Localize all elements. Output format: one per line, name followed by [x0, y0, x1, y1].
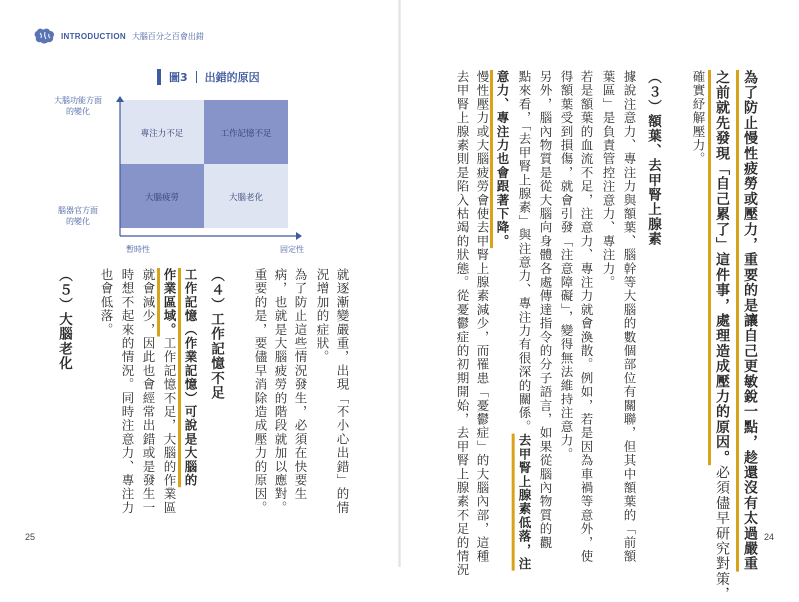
emphasis-text: 為了防止慢性疲勞或壓力，重要的是讓自己更敏銳一點，趁還沒有太過嚴重: [742, 70, 758, 572]
left-col-10: 也會低落。: [99, 268, 114, 337]
right-col-1: [739, 70, 761, 572]
left-col-7: [159, 268, 179, 515]
page-number-right: 24: [763, 532, 774, 542]
left-col-8: 就會減少，因此也會經常出錯或是發生一: [141, 268, 156, 515]
right-col-p2-1: 若是額葉的血流不足，注意力、專注力就會渙散。例如，若是因為車禍等意外，使: [579, 70, 594, 564]
figure-name: 出錯的原因: [204, 71, 260, 84]
left-col-9: 時想不起來的情況。同時注意力、專注力: [120, 268, 135, 515]
heading-4: （４）工作記憶不足: [208, 268, 224, 401]
emphasis-text: 之前就先發現「自己累了」這件事，處理造成壓力的原因。: [714, 70, 730, 466]
right-col-p4-1: 慢性壓力或大腦疲勞會使去甲腎上腺素減少，而罹患「憂鬱症」的大腦內部，這種: [475, 70, 490, 564]
right-col-p3-2: [514, 70, 534, 571]
y-axis-top-label: 大腦功能方面的變化: [54, 96, 102, 116]
right-col-2: [711, 70, 733, 602]
figure-number: 圖3: [169, 71, 188, 84]
left-col-5: 重要的是，要儘早消除造成壓力的原因。: [253, 268, 268, 515]
y-axis-arrow: [116, 96, 124, 102]
x-axis-left-label: 暫時性: [126, 245, 150, 254]
right-col-p1-1: 據說注意力、專注力與額葉、腦幹等大腦的數個部位有關聯，但其中額葉的「前額: [622, 70, 637, 564]
right-col-p4-2: 去甲腎上腺素則是陷入枯竭的狀態。從憂鬱症的初期開始，去甲腎上腺素不足的情況: [455, 70, 470, 577]
right-col-p3-1: 另外，腦內物質是從大腦向身體各處傳達指令的分子語言，如果從腦內物質的觀: [538, 70, 553, 550]
emphasis-text: 工作記憶（作業記憶）可說是大腦的: [183, 268, 198, 488]
book-gutter: [398, 0, 401, 567]
emphasis-text: 去甲腎上腺素低落，注: [517, 433, 532, 571]
causes-quadrant-chart: [40, 95, 320, 255]
running-header: [33, 28, 204, 44]
quadrant-label: 專注力不足: [140, 129, 184, 139]
section-subtitle: 大腦百分之百會出錯: [131, 31, 204, 41]
right-col-p2-2: 得額葉受到損傷，就會引發「注意障礙」，變得無法維持注意力。: [559, 70, 574, 462]
section-label: INTRODUCTION: [61, 31, 126, 41]
left-col-2: 況增加的症狀。: [315, 268, 330, 364]
emphasis-text: 作業區域。: [162, 268, 177, 337]
right-col-p1-2: 葉區」是負責管控注意力、專注力。: [601, 70, 616, 290]
brain-icon: [33, 28, 55, 44]
heading-3: （３）額葉、去甲腎上腺素: [645, 70, 661, 247]
left-col-1: 就逐漸變嚴重，出現「不小心出錯」的情: [335, 268, 350, 515]
right-col-p3-3: [492, 70, 512, 248]
body-text: 點來看，「去甲腎上腺素」與注意力、專注力有很深的關係。: [517, 70, 532, 434]
quadrant-label: 工作記憶不足: [220, 129, 272, 139]
emphasis-text: 意力、專注力也會跟著下降。: [495, 70, 510, 249]
figure-title-bar: [157, 69, 161, 85]
heading-5: （５）大腦老化: [56, 268, 72, 371]
figure-title-divider: [196, 71, 197, 83]
body-text: 工作記憶不足，大腦的作業區: [162, 336, 177, 515]
right-col-3: 確實紓解壓力。: [691, 70, 706, 166]
quadrant-label: 大腦老化: [228, 193, 264, 203]
x-axis-arrow: [296, 232, 302, 240]
page-number-left: 25: [25, 532, 36, 542]
left-col-3: 為了防止這些情況發生，必須在快要生: [293, 268, 308, 501]
y-axis-bottom-label: 腦器官方面的變化: [58, 206, 98, 226]
left-col-4: 病，也就是大腦疲勞的階段就加以應對。: [273, 268, 288, 515]
figure-title: [157, 69, 260, 85]
body-text: 必須儘早研究對策，: [714, 465, 730, 602]
quadrant-label: 大腦疲勞: [144, 193, 180, 203]
x-axis-right-label: 固定性: [280, 245, 304, 254]
left-col-6: [180, 268, 200, 487]
